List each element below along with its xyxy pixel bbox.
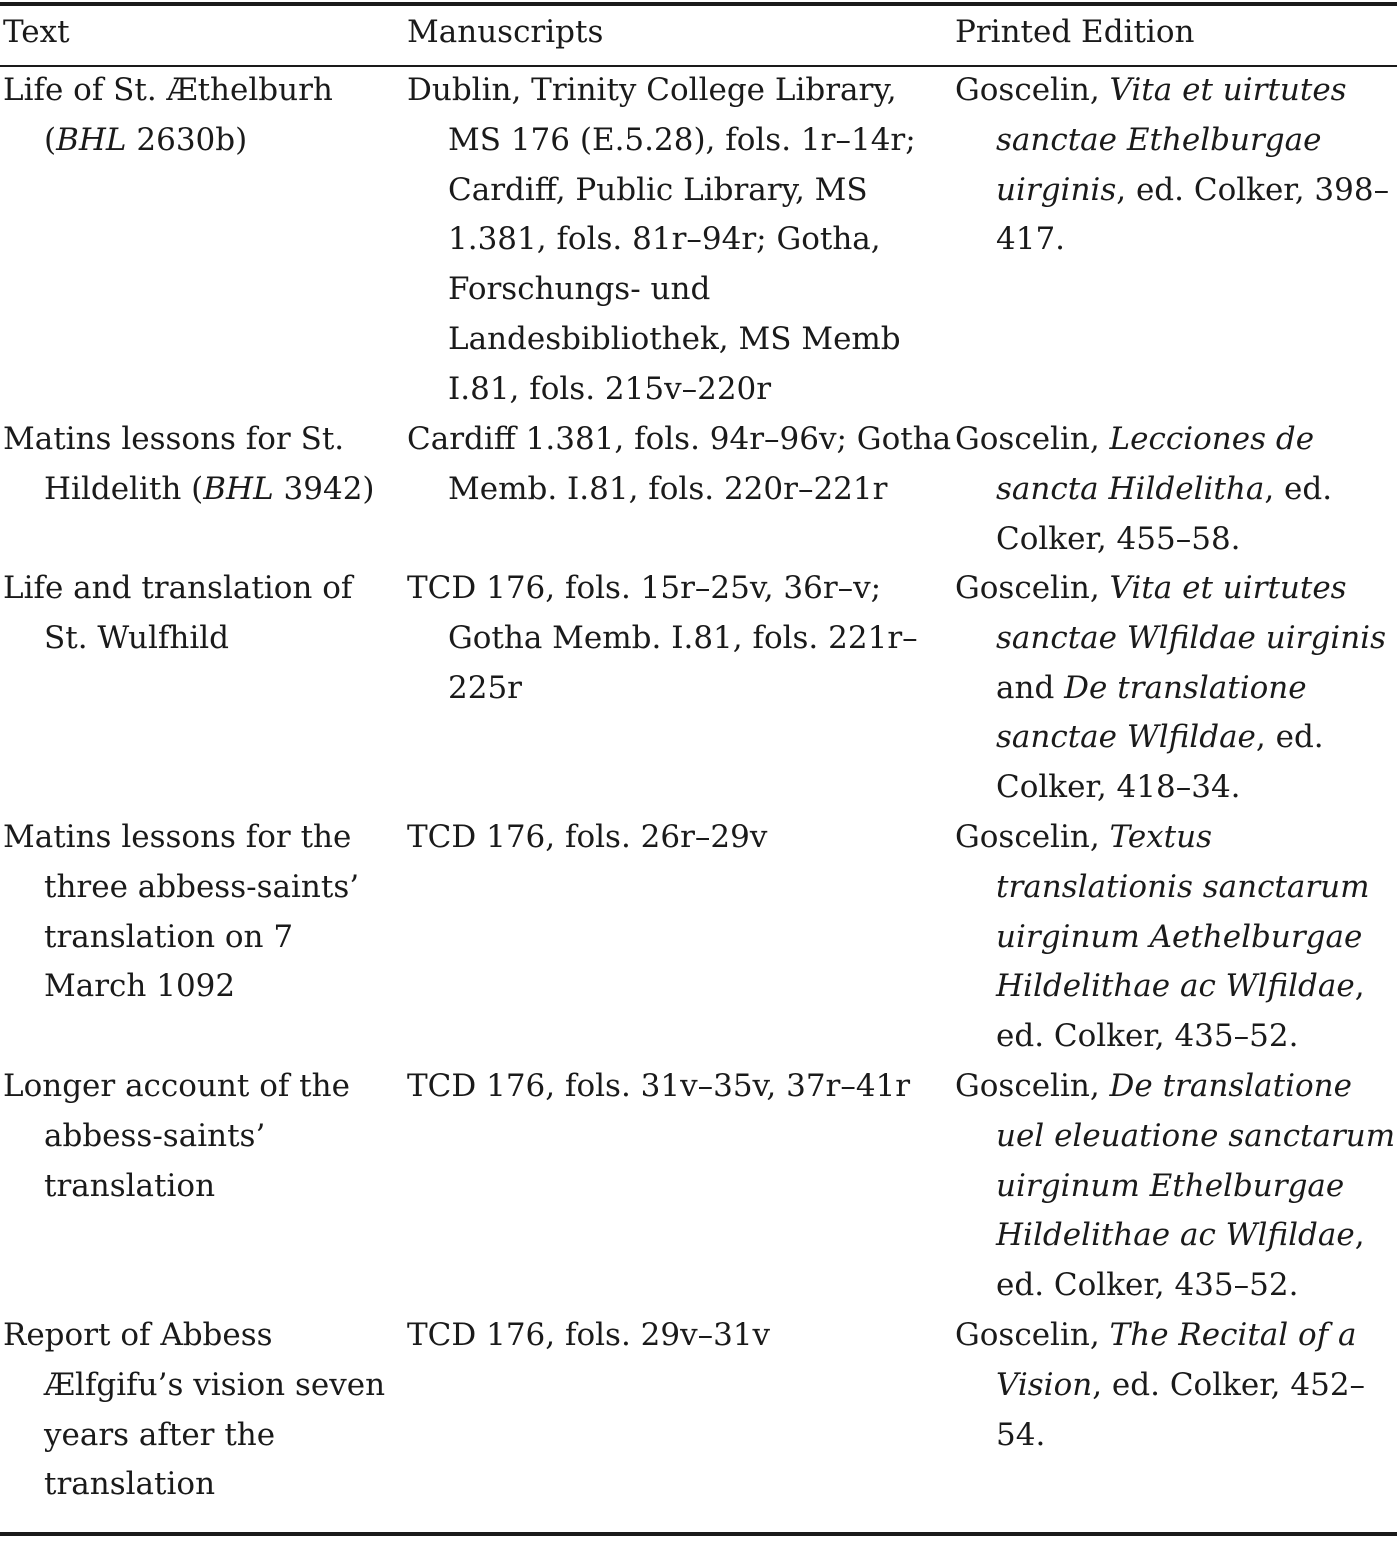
cell-text <box>3 813 398 1012</box>
header-printed-edition: Printed Edition <box>955 14 1195 50</box>
cell-text-segment: TCD 176, fols. 29v–31v <box>407 1317 771 1353</box>
table-bottom-rule <box>0 1532 1397 1536</box>
cell-text <box>3 66 398 166</box>
cell-text-segment: , ed. Colker, 435–52. <box>996 1217 1365 1304</box>
cell-text <box>3 415 398 515</box>
cell-text-segment: Matins lessons for St. Hildelith ( <box>3 421 345 507</box>
cell-text-segment: Goscelin, <box>955 1068 1110 1104</box>
cell-text-segment: Life and translation of St. Wulfhild <box>3 570 353 656</box>
cell-printed-edition <box>955 66 1397 265</box>
header-text: Text <box>3 14 70 50</box>
cell-manuscripts <box>407 1062 952 1112</box>
cell-text-segment: TCD 176, fols. 31v–35v, 37r–41r <box>407 1068 911 1104</box>
italic-title-text: BHL <box>56 121 127 158</box>
cell-text-segment: Longer account of the abbess-saints’ translation <box>3 1068 350 1204</box>
cell-manuscripts <box>407 813 952 863</box>
cell-text-segment: 3942) <box>273 470 375 507</box>
cell-manuscripts <box>407 1311 952 1361</box>
cell-manuscripts <box>407 66 952 415</box>
cell-text-segment: Matins lessons for the three abbess-saints’ translation on 7 March 1092 <box>3 819 360 1005</box>
cell-printed-edition <box>955 1062 1397 1311</box>
cell-printed-edition <box>955 415 1397 564</box>
cell-text-segment: TCD 176, fols. 26r–29v <box>407 819 768 855</box>
italic-title-text: Vita et uirtutes sanctae Wlfildae uirginis <box>996 570 1386 656</box>
cell-text <box>3 564 398 664</box>
cell-text-segment: Life of St. Æthelburh ( <box>3 72 333 158</box>
header-manuscripts: Manuscripts <box>407 14 604 50</box>
cell-text-segment: , ed. Colker, 452–54. <box>996 1366 1366 1453</box>
cell-text-segment: 2630b) <box>126 121 248 158</box>
cell-text-segment: Cardiff 1.381, fols. 94r–96v; Gotha Memb. I.81, fols. 220r–221r <box>407 421 952 507</box>
italic-title-text: Textus translationis sanctarum uirginum Aethelburgae Hildelithae ac Wlfildae <box>996 819 1370 1005</box>
cell-manuscripts <box>407 415 952 515</box>
italic-title-text: De translatione sanctae Wlfildae <box>996 669 1307 756</box>
cell-text-segment: TCD 176, fols. 15r–25v, 36r–v; Gotha Memb. I.81, fols. 221r–225r <box>407 570 918 706</box>
cell-text-segment: , ed. Colker, 398–417. <box>996 171 1390 258</box>
cell-text-segment: Dublin, Trinity College Library, MS 176 (E.5.28), fols. 1r–14r; Cardiff, Public Library, MS 1.381, fols. 81r–94r; Gotha, Forschungs- und Landesbibliothek, MS Memb I.81, fols. 215v–220r <box>407 72 916 407</box>
cell-text-segment: Report of Abbess Ælfgifu’s vision seven years after the translation <box>3 1317 386 1503</box>
italic-title-text: BHL <box>203 470 274 507</box>
cell-text-segment: Goscelin, <box>955 819 1110 855</box>
cell-printed-edition <box>955 1311 1397 1460</box>
cell-text-segment: Goscelin, <box>955 72 1110 108</box>
cell-text <box>3 1062 398 1211</box>
cell-printed-edition <box>955 813 1397 1062</box>
cell-text-segment: , ed. Colker, 435–52. <box>996 968 1365 1055</box>
italic-title-text: Lecciones de sancta Hildelitha <box>996 421 1315 507</box>
italic-title-text: Vita et uirtutes sanctae Ethelburgae uirginis <box>996 72 1347 208</box>
cell-text-segment: Goscelin, <box>955 421 1110 457</box>
cell-printed-edition <box>955 564 1397 813</box>
cell-text-segment: , ed. Colker, 418–34. <box>996 719 1324 806</box>
cell-manuscripts <box>407 564 952 713</box>
cell-text-segment: Goscelin, <box>955 570 1110 606</box>
cell-text-segment: and <box>996 669 1065 706</box>
cell-text-segment: , ed. Colker, 455–58. <box>996 470 1333 557</box>
table-top-rule <box>0 2 1397 6</box>
cell-text <box>3 1311 398 1510</box>
italic-title-text: De translatione uel eleuatione sanctarum uirginum Ethelburgae Hildelithae ac Wlfildae <box>996 1068 1396 1254</box>
cell-text-segment: Goscelin, <box>955 1317 1110 1353</box>
italic-title-text: The Recital of a Vision <box>996 1317 1357 1403</box>
